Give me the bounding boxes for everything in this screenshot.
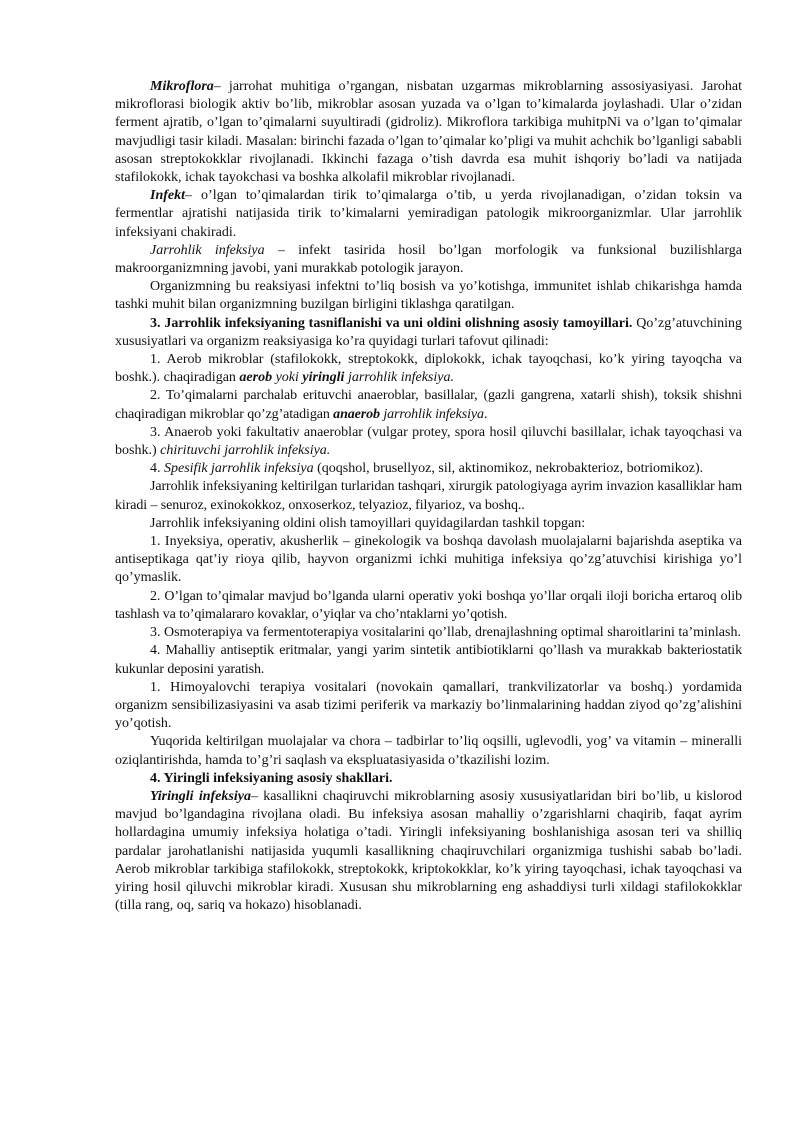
paragraph-tamoyillar: Jarrohlik infeksiyaning oldini olish tamoyillari quyidagilardan tashkil topgan: — [150, 515, 586, 531]
document-page — [115, 78, 742, 915]
paragraph-infekt — [115, 187, 742, 242]
paragraph-end: . — [483, 406, 488, 422]
paragraph-invazion: Jarrohlik infeksiyaning keltirilgan turlaridan tashqari, xirurgik patologiyaga ayrim invazion kasalliklar ham kiradi – senuroz, exinokokkoz, onxoserkoz, telyazioz, filyarioz, va boshq.. — [115, 479, 742, 513]
paragraph-text: (qoqshol, brusellyoz, sil, aktinomikoz, nekrobakterioz, botriomikoz). — [313, 461, 704, 477]
term-yiringli: yiringli — [302, 370, 345, 386]
paragraph-text: 1. Aerob mikroblar (stafilokokk, streptokokk, diplokokk, ichak tayoqchasi, ko’k yiring tayoqcha va boshk.). chaqiradigan — [115, 352, 742, 386]
list-number: 4. — [150, 461, 164, 477]
list-item-2-olgan-toqimalar: 2. O’lgan to’qimalar mavjud bo’lganda ularni operativ yoki boshqa yo’llar orqali iloji boricha ertaroq olib tashlash va to’qimalararo kovaklar, o’yiqlar va cho’ntaklarni yo’qotish. — [115, 588, 742, 622]
paragraph-text: – infekt tasirida hosil bo’lgan morfologik va funksional buzilishlarga makroorganizmning javobi, yani murakkab potologik jarayon. — [115, 242, 742, 277]
term-infekt: Infekt — [150, 188, 185, 204]
paragraph-organizm-reaksiyasi: Organizmning bu reaksiyasi infektni to’liq bosish va yo’kotishga, immunitet ishlab chikarishga hamda tashki muhit bilan organizmning buzilgan birligini tiklashga qaratilgan. — [115, 279, 742, 313]
paragraph-text: – o’lgan to’qimalardan tirik to’qimalarga o’tib, u yerda rivojlanadigan, o’zidan toksin va fermentlar ajratishi natijasida tirik to’kimalarni yemiradigan patologik mikroorganizmlar. Ular jarrohlik infeksiyani chakiradi. — [115, 188, 742, 240]
section-heading-3: 3. Jarrohlik infeksiyaning tasniflanishi va uni oldini olishning asosiy tamoyillari. — [150, 315, 633, 331]
paragraph-text: – jarrohat muhitiga o’rgangan, nisbatan uzgarmas mikroblarning assosiyasiyasi. Jarohat mikroflorasi biologik aktiv bo’lib, mikroblar asosan yuzada va o’lgan to’kimalarda joylashadi. Ular o’zidan ferment ajratib, o’lgan to’qimalarni suyultiradi (gidroliz). Mikroflora tarkibiga muhitpNi va o’lgan to’qimalar mavjudligi tasir kiladi. Masalan: birinchi fazada o’lgan to’qimalar ko’pligi va muhit achchik bo’lganligi sababli asosan streptokokklar rivojlanadi. Ikkinchi fazaga o’tish davrda esa muhit ishqoriy bo’ladi va natijada stafilokokk, ichak tayokchasi va boshka alkolafil mikroblar rivojlanadi. — [115, 79, 742, 186]
paragraph-jarrohlik-infeksiya — [115, 242, 742, 278]
list-item-4-antiseptik: 4. Mahalliy antiseptik eritmalar, yangi yarim sintetik antibiotiklarni qo’llash va murakkab bakteriostatik kukunlar deposini yaratish. — [115, 643, 742, 677]
emphasis-text: yoki — [272, 370, 303, 386]
list-item-aerob — [115, 351, 742, 387]
paragraph-section-3 — [115, 315, 742, 351]
list-item-chirituvchi — [115, 424, 742, 460]
paragraph-mikroflora — [115, 78, 742, 187]
term-anaerob: anaerob — [333, 406, 380, 422]
list-item-spesifik — [115, 460, 742, 478]
term-aerob: aerob — [239, 370, 273, 386]
paragraph-yuqorida: Yuqorida keltirilgan muolajalar va chora – tadbirlar to’liq oqsilli, uglevodli, yog’ va vitamin – mineralli oziqlantirishda, hamda to’g’ri saqlash va ekspluatasiyasida o’tkazilishi lozim. — [115, 734, 742, 768]
paragraph-text: 2. To’qimalarni parchalab erituvchi anaeroblar, basillalar, (gazli gangrena, xatarli shish), toksik shishni chaqiradigan mikroblar qo’zg’atadigan — [115, 388, 742, 422]
term-yiringli-infeksiya: Yiringli infeksiya — [150, 788, 251, 804]
term-chirituvchi: chirituvchi jarrohlik infeksiya. — [160, 443, 331, 459]
paragraph-text: Qo’zg’atuvchining xususiyatlari va organizm reaksiyasiga ko’ra quyidagi turlari tafovut qilinadi: — [115, 315, 742, 349]
term-spesifik: Spesifik jarrohlik infeksiya — [164, 461, 314, 477]
term-mikroflora: Mikroflora — [150, 79, 214, 94]
list-item-anaerob — [115, 387, 742, 423]
emphasis-text: jarrohlik infeksiya — [379, 406, 484, 422]
list-item-3-osmoterapiya: 3. Osmoterapiya va fermentoterapiya vositalarini qo’llab, drenajlashning optimal sharoitlarini ta’minlash. — [150, 625, 741, 641]
paragraph-text: 3. Anaerob yoki fakultativ anaeroblar (vulgar protey, spora hosil qiluvchi basillalar, ichak tayoqchasi va boshk.) — [115, 424, 742, 459]
paragraph-text: – kasallikni chaqiruvchi mikroblarning asosiy xususiyatlaridan biri bo’lib, u kislorod mavjud bo’lgandagina rivojlana oladi. Bu infeksiya asosan mahalliy o’zgarishlarni chaqirib, faqat ayrim hollardagina umumiy infeksiya holatiga o’tadi. Yiringli infeksiyaning boshlanishiga asosan teri va shilliq pardalar jarohatlanishi natijasida yuqumli kasallikning chaqiruvchilari organizmiga tushishi sabab bo’ladi. Aerob mikroblar tarkibiga stafilokokk, streptokokk, kriptokokklar, ko’k yiring tayoqchasi, ichak tayoqchasi va yiring hosil qiluvchi mikroblar kiradi. Xususan shu mikroblarning eng ashaddiysi turli xildagi stafilokokklar (tilla rang, oq, sariq va hokazo) hisoblanadi. — [115, 788, 742, 914]
emphasis-text: jarrohlik infeksiya. — [344, 370, 454, 386]
list-item-1-inyeksiya: 1. Inyeksiya, operativ, akusherlik – ginekologik va boshqa davolash muolajalarni bajarishda aseptika va antiseptikaga qat’iy rioya qilib, hayvon organizmi ichki muhitiga infeksiya qo’zg’atuvchisi kirishiga yo’l qo’ymaslik. — [115, 534, 742, 586]
term-jarrohlik-infeksiya: Jarrohlik infeksiya — [150, 242, 265, 258]
section-heading-4: 4. Yiringli infeksiyaning asosiy shakllari. — [150, 770, 393, 786]
list-item-1-himoyalovchi: 1. Himoyalovchi terapiya vositalari (novokain qamallari, trankvilizatorlar va boshq.) yordamida organizm sensibilizasiyasini va asab tizimi periferik va markaziy bo’linmalarining haddan ziyod qo’zg’alishini yo’qotish. — [115, 679, 742, 732]
paragraph-yiringli-infeksiya — [115, 788, 742, 915]
